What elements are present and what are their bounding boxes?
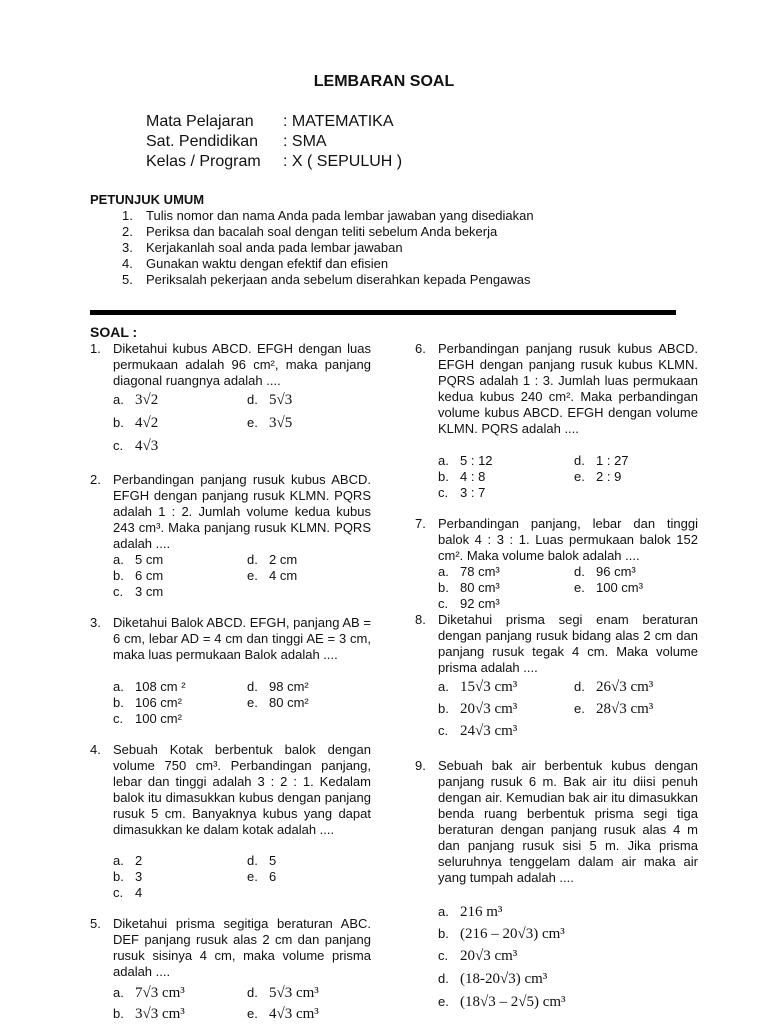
instruction-number: 2. — [122, 224, 133, 239]
instruction-text: Gunakan waktu dengan efektif dan efisien — [146, 256, 389, 271]
option-letter: d. — [247, 853, 258, 868]
instruction-item — [122, 208, 534, 224]
question-text: Diketahui prisma segitiga beraturan ABC. DEF panjang rusuk alas 2 cm dan panjang rusuk sisinya 4 cm, maka volume prisma adalah .... — [113, 916, 371, 979]
instruction-text: Periksa dan bacalah soal dengan teliti sebelum Anda bekerja — [146, 224, 498, 239]
meta-value: : X ( SEPULUH ) — [283, 153, 403, 170]
option-value: (18√3 – 2√5) cm³ — [460, 994, 566, 1010]
option-value: (216 – 20√3) cm³ — [460, 926, 565, 942]
question-3 — [90, 615, 371, 663]
instruction-item — [122, 224, 534, 240]
option-letter: a. — [438, 679, 449, 694]
option-value: 6 cm — [135, 568, 164, 583]
option-letter: d. — [438, 971, 449, 986]
option-b — [113, 1006, 185, 1022]
subject-info — [146, 112, 402, 172]
option-letter: d. — [247, 552, 258, 567]
option-letter: d. — [247, 985, 258, 1000]
instruction-text: Periksalah pekerjaan anda sebelum diserahkan kepada Pengawas — [146, 272, 531, 287]
instruction-number: 3. — [122, 240, 133, 255]
option-value: 5 : 12 — [460, 453, 493, 468]
option-b — [113, 415, 158, 431]
meta-key: Sat. Pendidikan — [146, 133, 259, 150]
option-letter: b. — [113, 415, 124, 430]
option-a — [113, 552, 163, 568]
instructions-title: PETUNJUK UMUM — [90, 192, 205, 207]
option-letter: e. — [247, 415, 258, 430]
question-text: Sebuah Kotak berbentuk balok dengan volume 750 cm³. Perbandingan panjang, lebar dan tinggi adalah 3 : 2 : 1. Kedalam balok itu dimasukkan kubus dengan panjang rusuk 5 cm. Banyaknya kubus yang dapat dimasukkan ke dalam kotak adalah .... — [113, 742, 371, 837]
option-value: 4√2 — [135, 415, 159, 431]
option-d — [247, 679, 309, 695]
option-letter: c. — [438, 948, 449, 963]
option-value: 28√3 cm³ — [596, 701, 654, 717]
option-letter: a. — [113, 853, 124, 868]
option-letter: b. — [438, 701, 449, 716]
option-b — [113, 869, 142, 885]
option-d — [247, 853, 276, 869]
option-value: 4√3 — [135, 438, 159, 454]
option-value: 3 cm — [135, 584, 164, 599]
option-b — [438, 701, 517, 717]
question-number: 6. — [415, 341, 426, 356]
option-b — [438, 926, 565, 942]
option-letter: e. — [438, 994, 449, 1009]
question-number: 8. — [415, 612, 426, 627]
option-c — [113, 438, 158, 454]
option-d — [247, 552, 297, 568]
option-e — [574, 469, 621, 485]
option-letter: b. — [113, 695, 124, 710]
meta-row-subject — [146, 112, 402, 132]
option-letter: e. — [247, 568, 258, 583]
option-letter: d. — [247, 679, 258, 694]
option-letter: a. — [438, 564, 449, 579]
option-value: 5√3 — [269, 392, 293, 408]
option-value: 3√3 cm³ — [135, 1006, 185, 1022]
option-d — [574, 679, 653, 695]
option-b — [438, 580, 500, 596]
option-letter: a. — [113, 552, 124, 567]
option-letter: b. — [113, 568, 124, 583]
option-c — [113, 711, 182, 727]
option-e — [247, 568, 297, 584]
question-number: 9. — [415, 758, 426, 773]
option-value: 26√3 cm³ — [596, 679, 654, 695]
option-letter: d. — [574, 453, 585, 468]
instruction-number: 4. — [122, 256, 133, 271]
question-number: 3. — [90, 615, 101, 630]
option-letter: b. — [438, 469, 449, 484]
option-a — [113, 392, 158, 408]
option-e — [574, 701, 653, 717]
option-value: 100 cm³ — [596, 580, 643, 595]
option-letter: d. — [247, 392, 258, 407]
question-text: Sebuah bak air berbentuk kubus dengan panjang rusuk 6 m. Bak air itu diisi penuh dengan air. Kemudian bak air itu dimasukkan benda ruang berbentuk prisma segi tiga beraturan dengan panjang rusuk alas 4 m dan panjang rusuk sisi 5 m. Jika prisma seluruhnya tenggelam dalam air maka air yang tumpah adalah .... — [438, 758, 698, 885]
option-value: 3 : 7 — [460, 485, 486, 500]
option-letter: e. — [574, 701, 585, 716]
option-value: 15√3 cm³ — [460, 679, 518, 695]
option-d — [574, 453, 629, 469]
option-a — [438, 453, 493, 469]
question-number: 7. — [415, 516, 426, 531]
meta-value: : MATEMATIKA — [283, 113, 394, 130]
option-c — [438, 485, 485, 501]
option-a — [113, 985, 185, 1001]
option-value: 20√3 cm³ — [460, 701, 518, 717]
question-8 — [415, 612, 698, 676]
option-b — [113, 695, 182, 711]
option-value: 100 cm² — [135, 711, 182, 726]
question-number: 4. — [90, 742, 101, 757]
option-value: 20√3 cm³ — [460, 948, 518, 964]
instruction-number: 1. — [122, 208, 133, 223]
question-number: 5. — [90, 916, 101, 931]
question-4 — [90, 742, 371, 838]
question-number: 2. — [90, 472, 101, 487]
option-value: 216 m³ — [460, 904, 503, 920]
question-text: Diketahui kubus ABCD. EFGH dengan luas permukaan adalah 96 cm², maka panjang diagonal ruangnya adalah .... — [113, 341, 371, 388]
option-value: 80 cm² — [269, 695, 309, 710]
question-6 — [415, 341, 698, 437]
option-c — [113, 584, 163, 600]
option-letter: a. — [438, 453, 449, 468]
option-value: 3√5 — [269, 415, 293, 431]
option-value: 3 — [135, 869, 143, 884]
option-letter: e. — [574, 580, 585, 595]
option-letter: c. — [113, 584, 124, 599]
option-value: 4√3 cm³ — [269, 1006, 319, 1022]
option-value: (18-20√3) cm³ — [460, 971, 548, 987]
option-value: 7√3 cm³ — [135, 985, 185, 1001]
option-c — [113, 885, 142, 901]
page-title: LEMBARAN SOAL — [313, 73, 455, 90]
option-letter: e. — [247, 869, 258, 884]
option-d — [438, 971, 547, 987]
option-letter: a. — [113, 392, 124, 407]
meta-key: Kelas / Program — [146, 153, 261, 170]
question-text: Diketahui prisma segi enam beraturan dengan panjang rusuk bidang alas 2 cm dan panjang rusuk tegak 4 cm. Maka volume prisma adalah .... — [438, 612, 698, 675]
option-value: 2 — [135, 853, 143, 868]
question-text: Perbandingan panjang rusuk kubus ABCD. EFGH dengan panjang rusuk kubus KLMN. PQRS adalah 1 : 3. Jumlah luas permukaan kedua kubus 240 cm². Maka perbandingan volume kubus ABCD. EFGH dengan volume KLMN. PQRS adalah .... — [438, 341, 698, 436]
question-2 — [90, 472, 371, 552]
option-value: 108 cm ² — [135, 679, 186, 694]
option-letter: c. — [438, 723, 449, 738]
option-e — [438, 994, 566, 1010]
question-9 — [415, 758, 698, 886]
question-1 — [90, 341, 371, 389]
option-letter: e. — [247, 1006, 258, 1021]
option-letter: a. — [438, 904, 449, 919]
option-value: 80 cm³ — [460, 580, 500, 595]
option-value: 4 : 8 — [460, 469, 486, 484]
option-value: 6 — [269, 869, 277, 884]
instruction-item — [122, 256, 534, 272]
option-letter: b. — [113, 869, 124, 884]
option-value: 4 — [135, 885, 143, 900]
option-d — [574, 564, 636, 580]
option-letter: c. — [438, 485, 449, 500]
option-d — [247, 392, 292, 408]
question-text: Perbandingan panjang, lebar dan tinggi balok 4 : 3 : 1. Luas permukaan balok 152 cm². Maka volume balok adalah .... — [438, 516, 698, 563]
option-b — [113, 568, 163, 584]
option-letter: c. — [113, 885, 124, 900]
meta-row-class — [146, 152, 402, 172]
option-letter: a. — [113, 679, 124, 694]
option-value: 92 cm³ — [460, 596, 500, 611]
question-7 — [415, 516, 698, 564]
option-letter: b. — [113, 1006, 124, 1021]
option-value: 78 cm³ — [460, 564, 500, 579]
question-5 — [90, 916, 371, 980]
option-a — [113, 853, 142, 869]
option-value: 96 cm³ — [596, 564, 636, 579]
meta-key: Mata Pelajaran — [146, 113, 254, 130]
question-number: 1. — [90, 341, 101, 356]
option-letter: b. — [438, 926, 449, 941]
option-letter: c. — [438, 596, 449, 611]
option-c — [438, 596, 500, 612]
option-a — [438, 679, 517, 695]
option-value: 98 cm² — [269, 679, 309, 694]
questions-heading: SOAL : — [90, 324, 138, 340]
meta-row-school — [146, 132, 402, 152]
option-letter: d. — [574, 564, 585, 579]
instructions-list — [122, 208, 534, 288]
option-letter: c. — [113, 711, 124, 726]
instruction-item — [122, 272, 534, 288]
option-value: 5 — [269, 853, 277, 868]
question-text: Perbandingan panjang rusuk kubus ABCD. EFGH dengan panjang rusuk KLMN. PQRS adalah 1 : 2. Jumlah volume kedua kubus 243 cm³. Maka panjang rusuk KLMN. PQRS adalah .... — [113, 472, 371, 551]
option-value: 5√3 cm³ — [269, 985, 319, 1001]
option-e — [574, 580, 643, 596]
meta-value: : SMA — [283, 133, 327, 150]
option-a — [438, 564, 500, 580]
option-value: 24√3 cm³ — [460, 723, 518, 739]
instruction-text: Tulis nomor dan nama Anda pada lembar jawaban yang disediakan — [146, 208, 534, 223]
option-value: 5 cm — [135, 552, 164, 567]
option-d — [247, 985, 319, 1001]
option-c — [438, 948, 517, 964]
option-e — [247, 1006, 319, 1022]
option-letter: d. — [574, 679, 585, 694]
question-text: Diketahui Balok ABCD. EFGH, panjang AB = 6 cm, lebar AD = 4 cm dan tinggi AE = 3 cm, maka luas permukaan Balok adalah .... — [113, 615, 371, 662]
option-value: 4 cm — [269, 568, 298, 583]
option-letter: a. — [113, 985, 124, 1000]
option-value: 106 cm² — [135, 695, 182, 710]
instruction-item — [122, 240, 534, 256]
option-a — [438, 904, 502, 920]
option-e — [247, 415, 292, 431]
option-e — [247, 695, 309, 711]
option-value: 3√2 — [135, 392, 159, 408]
option-e — [247, 869, 276, 885]
option-letter: e. — [247, 695, 258, 710]
option-value: 2 : 9 — [596, 469, 622, 484]
option-letter: b. — [438, 580, 449, 595]
instruction-number: 5. — [122, 272, 133, 287]
section-divider — [90, 310, 676, 315]
option-value: 1 : 27 — [596, 453, 629, 468]
option-letter: c. — [113, 438, 124, 453]
option-letter: e. — [574, 469, 585, 484]
option-c — [438, 723, 517, 739]
instruction-text: Kerjakanlah soal anda pada lembar jawaban — [146, 240, 403, 255]
option-b — [438, 469, 485, 485]
option-value: 2 cm — [269, 552, 298, 567]
option-a — [113, 679, 186, 695]
